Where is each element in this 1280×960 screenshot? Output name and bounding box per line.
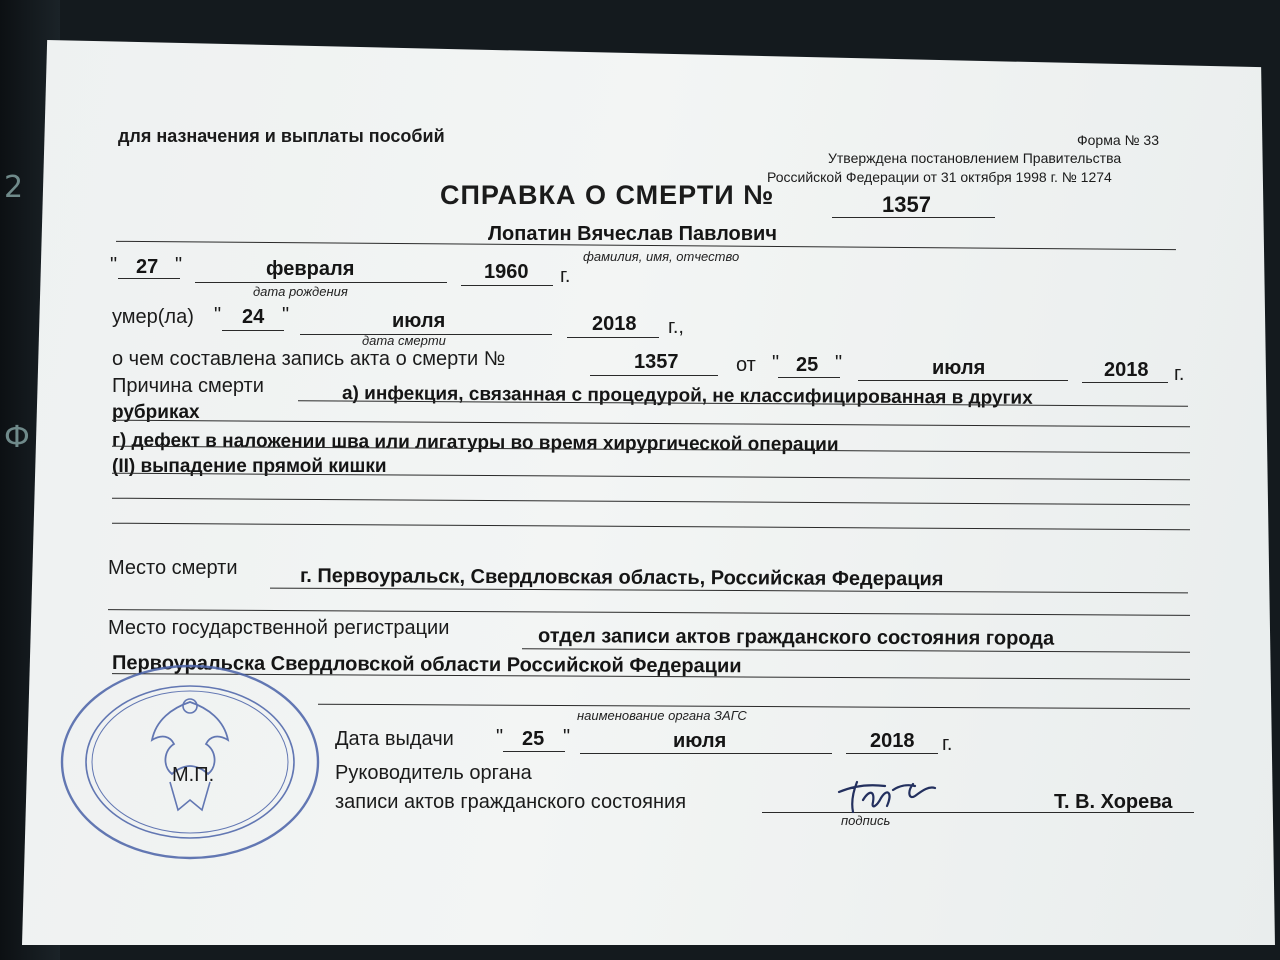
death-month: июля [392, 310, 446, 332]
issue-year-suffix: г. [942, 733, 953, 755]
registration-line-2: Первоуральска Свердловской области Российской Федерации [111, 652, 742, 678]
issue-day-underline [503, 751, 565, 752]
certificate-number: 1357 [882, 192, 931, 217]
record-from: от [736, 354, 756, 376]
record-number: 1357 [634, 351, 679, 373]
record-year: 2018 [1104, 359, 1149, 381]
approval-line-2: Российской Федерации от 31 октября 1998 г. № 1274 [767, 169, 1112, 185]
death-prefix: умер(ла) [112, 306, 194, 328]
cause-label: Причина смерти [112, 375, 264, 397]
head-title-line-1: Руководитель органа [335, 762, 532, 784]
birth-year-suffix: г. [560, 265, 571, 287]
cause-line-2: рубриках [112, 402, 200, 423]
issue-label: Дата выдачи [335, 728, 454, 750]
record-year-underline [1082, 382, 1168, 383]
cause-line-3: г) дефект в наложении шва или лигатуры во время хирургической операции [111, 430, 839, 456]
issue-year: 2018 [870, 730, 915, 752]
birth-day: 27 [136, 256, 159, 278]
record-year-suffix: г. [1174, 363, 1185, 385]
certificate-title: СПРАВКА О СМЕРТИ № [440, 180, 775, 210]
form-number: Форма № 33 [1077, 132, 1159, 148]
issue-day: 25 [522, 728, 545, 750]
record-day-underline [778, 377, 840, 378]
name-caption: фамилия, имя, отчество [583, 249, 740, 264]
issue-month: июля [673, 730, 727, 752]
record-label: о чем составлена запись акта о смерти № [112, 348, 506, 370]
official-stamp-seal [58, 662, 322, 862]
record-month-underline [858, 380, 1068, 381]
birth-year: 1960 [484, 261, 529, 283]
birth-month-underline [195, 282, 447, 283]
number-underline [832, 217, 995, 218]
cause-line-4: (II) выпадение прямой кишки [112, 456, 387, 477]
birth-day-underline [118, 278, 180, 279]
birth-caption: дата рождения [253, 284, 348, 299]
purpose-text: для назначения и выплаты пособий [118, 126, 445, 146]
stamp-label: М.П. [172, 764, 215, 786]
place-value: г. Первоуральск, Свердловская область, Российская Федерация [299, 565, 944, 591]
record-number-underline [590, 375, 718, 376]
head-title-line-2: записи актов гражданского состояния [335, 791, 687, 813]
cause-line-1: а) инфекция, связанная с процедурой, не классифицированная в других [341, 383, 1033, 409]
approval-line-1: Утверждена постановлением Правительства [828, 150, 1122, 166]
issue-year-underline [846, 753, 938, 754]
birth-month: февраля [266, 258, 355, 280]
signature-caption: подпись [841, 813, 891, 828]
death-year: 2018 [592, 313, 637, 335]
registration-caption: наименование органа ЗАГС [577, 708, 747, 723]
registration-label: Место государственной регистрации [108, 617, 450, 639]
death-caption: дата смерти [362, 333, 446, 348]
full-name: Лопатин Вячеслав Павлович [488, 223, 777, 245]
issue-month-underline [580, 753, 832, 754]
death-year-underline [567, 337, 659, 338]
background-glyph: 2 [4, 170, 24, 205]
registration-line-1: отдел записи актов гражданского состояния города [537, 625, 1055, 650]
record-month: июля [932, 357, 986, 379]
head-name: Т. В. Хорева [1054, 791, 1173, 813]
birth-year-underline [461, 285, 553, 286]
place-label: Место смерти [108, 557, 238, 579]
death-day-underline [222, 330, 284, 331]
background-glyph: Ф [4, 420, 30, 455]
death-day: 24 [242, 306, 265, 328]
death-year-suffix: г., [668, 316, 684, 338]
record-day: 25 [796, 354, 819, 376]
